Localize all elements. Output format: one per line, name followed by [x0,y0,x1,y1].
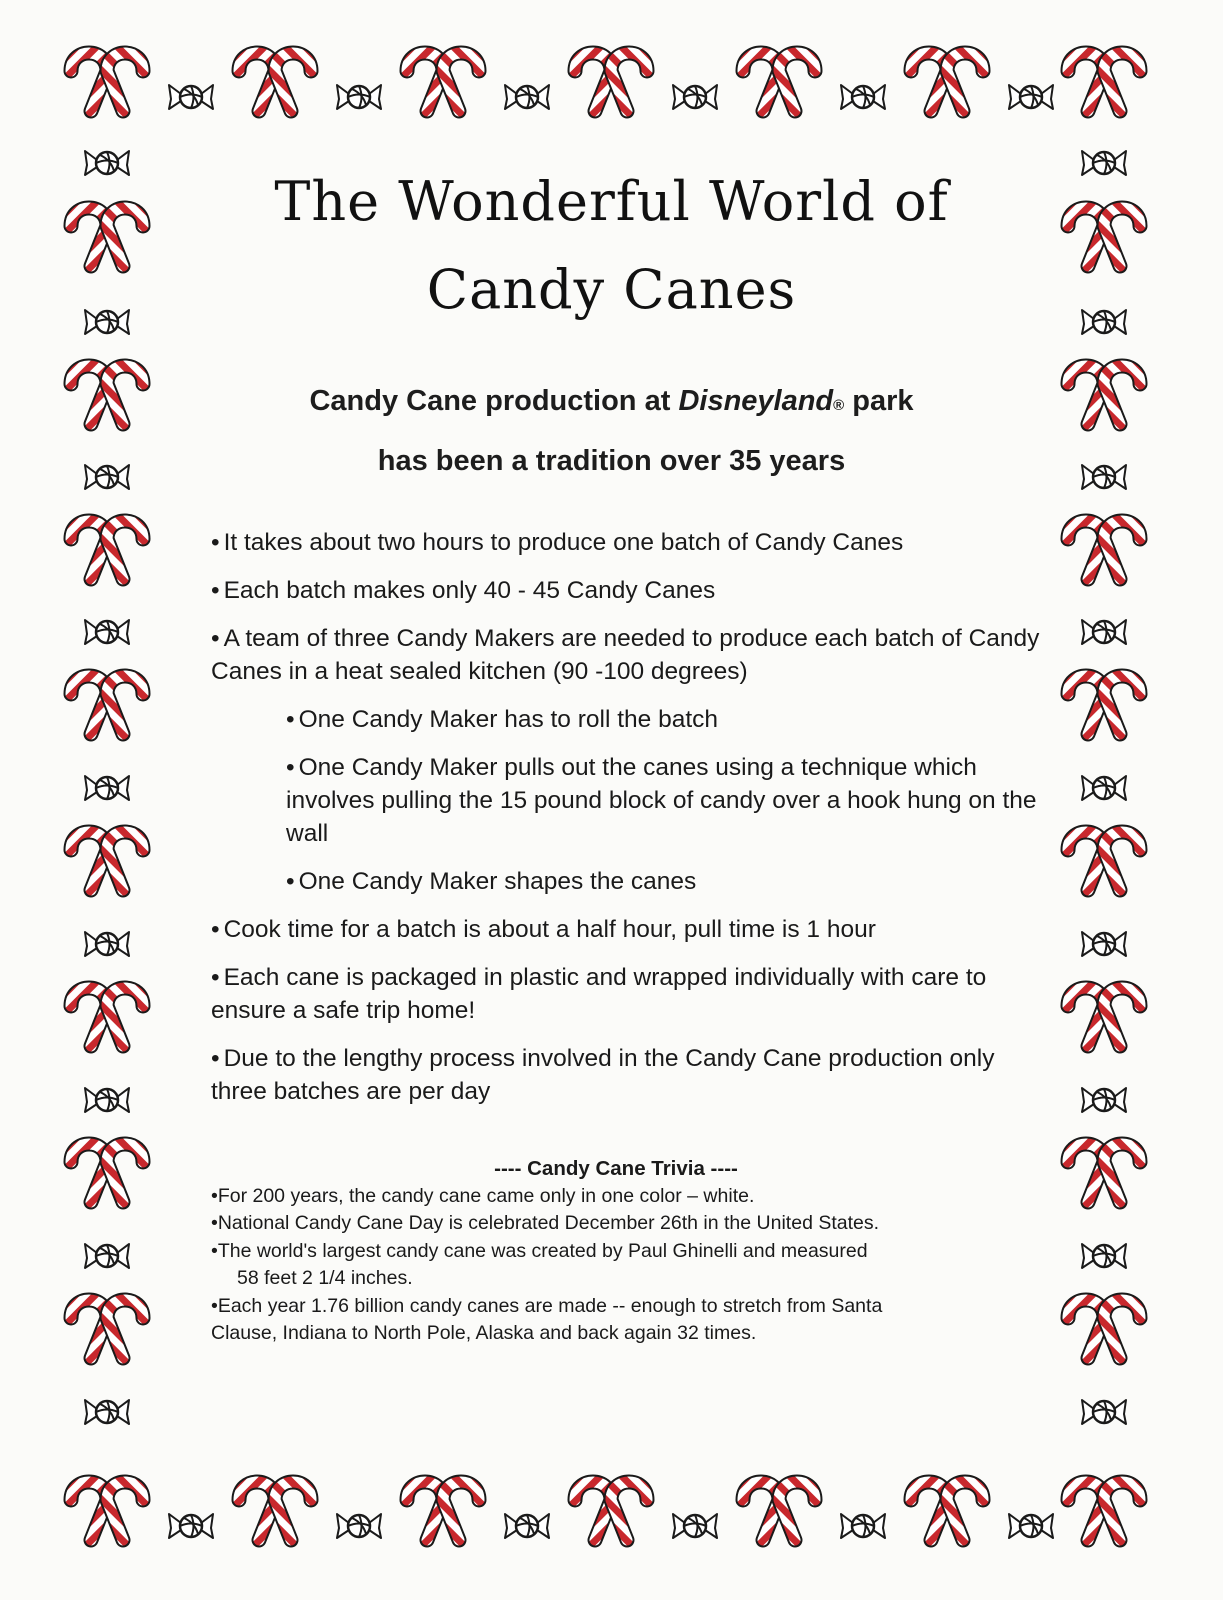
crossed-candy-canes-icon [407,53,479,111]
crossed-candy-canes-icon [71,208,143,266]
fact-text: It takes about two hours to produce one batch of Candy Canes [223,529,904,556]
crossed-candy-canes-icon [71,1300,143,1358]
trivia-item: •For 200 years, the candy cane came only in one color – white. [211,1184,755,1207]
fact-text: One Candy Maker has to roll the batch [298,706,719,733]
fact-item [211,1042,1041,1108]
crossed-candy-canes-icon [911,1482,983,1540]
subheading-line-1 [150,381,1073,441]
wrapped-candy-icon [505,1514,549,1538]
fact-subitem [286,703,1041,736]
page-title [150,158,1073,334]
bullet: • [286,754,295,781]
fact-text: A team of three Candy Makers are needed to produce each batch of Candy Canes in a heat sealed kitchen (90 -100 degrees) [211,625,1040,685]
crossed-candy-canes-icon [743,53,815,111]
fact-text: Each batch makes only 40 - 45 Candy Canes [223,577,716,604]
crossed-candy-canes-icon [1068,676,1140,734]
crossed-candy-canes-icon [575,1482,647,1540]
crossed-candy-canes-icon [239,1482,311,1540]
crossed-candy-canes-icon [71,988,143,1046]
wrapped-candy-icon [841,1514,885,1538]
registered-mark: ® [833,397,845,414]
crossed-candy-canes-icon [743,1482,815,1540]
trivia-heading: ---- Candy Cane Trivia ---- [494,1157,738,1180]
wrapped-candy-icon [673,1514,717,1538]
crossed-candy-canes-icon [71,832,143,890]
trivia-item-continuation: Clause, Indiana to North Pole, Alaska and back again 32 times. [211,1322,757,1344]
crossed-candy-canes-icon [911,53,983,111]
brand-name: Disneyland [678,385,834,417]
wrapped-candy-icon [1009,85,1053,109]
trivia-item-continuation: 58 feet 2 1/4 inches. [237,1267,413,1289]
wrapped-candy-icon [85,1400,129,1424]
subheading [150,381,1073,501]
crossed-candy-canes-icon [1068,208,1140,266]
wrapped-candy-icon [85,151,129,175]
fact-item [211,961,1041,1027]
crossed-candy-canes-icon [71,676,143,734]
subheading-line-2: has been a tradition over 35 years [377,445,846,477]
fact-item [211,913,1041,946]
fact-text: Due to the lengthy process involved in the Candy Cane production only three batches are per day [211,1045,995,1105]
bullet: • [211,577,220,604]
wrapped-candy-icon [1082,932,1126,956]
fact-text: Each cane is packaged in plastic and wrapped individually with care to ensure a safe trip home! [211,964,987,1024]
fact-subitem [286,865,1041,898]
crossed-candy-canes-icon [1068,53,1140,111]
title-line-2: Candy Canes [426,258,797,321]
crossed-candy-canes-icon [1068,1300,1140,1358]
wrapped-candy-icon [673,85,717,109]
crossed-candy-canes-icon [71,521,143,579]
wrapped-candy-icon [1082,310,1126,334]
crossed-candy-canes-icon [1068,366,1140,424]
fact-item [211,574,1041,607]
subheading-suffix: park [844,385,914,417]
wrapped-candy-icon [85,1088,129,1112]
wrapped-candy-icon [85,310,129,334]
crossed-candy-canes-icon [71,1482,143,1540]
title-line-1: The Wonderful World of [274,170,949,233]
bullet: • [286,868,295,895]
trivia-item: •National Candy Cane Day is celebrated December 26th in the United States. [211,1212,880,1234]
crossed-candy-canes-icon [1068,832,1140,890]
wrapped-candy-icon [1082,620,1126,644]
crossed-candy-canes-icon [71,53,143,111]
crossed-candy-canes-icon [71,1144,143,1202]
fact-subitem [286,751,1041,850]
wrapped-candy-icon [85,1244,129,1268]
trivia-section [211,1155,1041,1348]
crossed-candy-canes-icon [239,53,311,111]
fact-item [211,526,1041,559]
crossed-candy-canes-icon [1068,1144,1140,1202]
fact-text: One Candy Maker shapes the canes [298,868,697,895]
bullet: • [211,964,220,991]
bullet: • [211,529,220,556]
trivia-item-text: •Each year 1.76 billion candy canes are made -- enough to stretch from Santa [211,1294,883,1317]
trivia-item-text: •The world's largest candy cane was created by Paul Ghinelli and measured [211,1239,868,1262]
wrapped-candy-icon [841,85,885,109]
facts-list [211,526,1041,1123]
crossed-candy-canes-icon [71,366,143,424]
bullet: • [211,625,220,652]
fact-item [211,622,1041,688]
wrapped-candy-icon [169,1514,213,1538]
wrapped-candy-icon [1082,776,1126,800]
wrapped-candy-icon [85,465,129,489]
crossed-candy-canes-icon [1068,1482,1140,1540]
bullet: • [211,916,220,943]
fact-text: One Candy Maker pulls out the canes using a technique which involves pulling the 15 pound block of candy over a hook hung on the wall [286,754,1037,847]
crossed-candy-canes-icon [1068,988,1140,1046]
subheading-prefix: Candy Cane production at [309,385,679,417]
wrapped-candy-icon [85,620,129,644]
wrapped-candy-icon [1082,1400,1126,1424]
bullet: • [286,706,295,733]
wrapped-candy-icon [1082,151,1126,175]
trivia-item [211,1238,1041,1293]
crossed-candy-canes-icon [407,1482,479,1540]
bullet: • [211,1045,220,1072]
trivia-item [211,1293,1041,1348]
wrapped-candy-icon [505,85,549,109]
wrapped-candy-icon [1082,1244,1126,1268]
wrapped-candy-icon [1009,1514,1053,1538]
wrapped-candy-icon [85,776,129,800]
wrapped-candy-icon [1082,1088,1126,1112]
fact-text: Cook time for a batch is about a half hour, pull time is 1 hour [223,916,876,943]
wrapped-candy-icon [337,1514,381,1538]
crossed-candy-canes-icon [575,53,647,111]
wrapped-candy-icon [337,85,381,109]
wrapped-candy-icon [85,932,129,956]
wrapped-candy-icon [1082,465,1126,489]
crossed-candy-canes-icon [1068,521,1140,579]
wrapped-candy-icon [169,85,213,109]
